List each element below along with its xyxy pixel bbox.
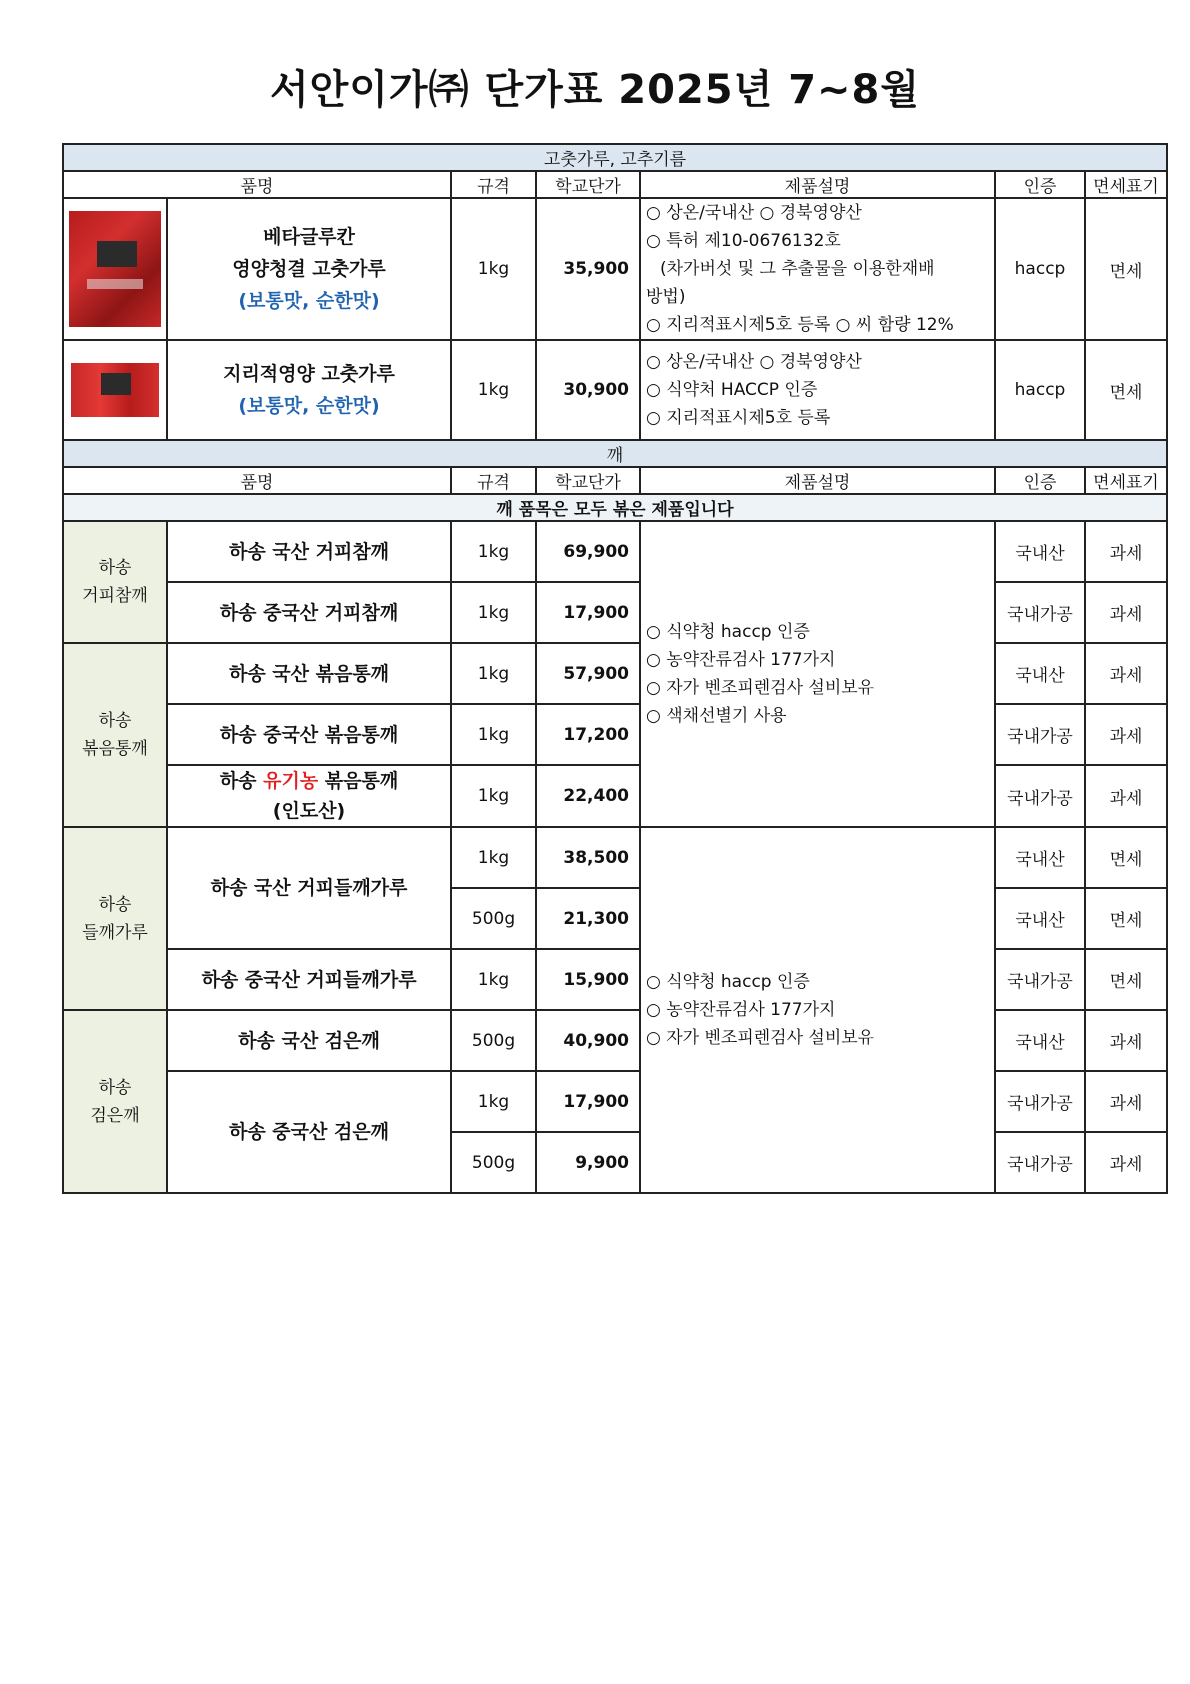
certification: 국내산 <box>995 521 1085 582</box>
certification: 국내가공 <box>995 949 1085 1010</box>
group-label: 하송 검은깨 <box>63 1010 167 1193</box>
column-header-row <box>63 467 1167 494</box>
header-price: 학교단가 <box>536 467 640 494</box>
description: ○ 식약청 haccp 인증 ○ 농약잔류검사 177가지 ○ 자가 벤조피렌검사 설비보유 <box>640 827 995 1193</box>
description: ○ 식약청 haccp 인증 ○ 농약잔류검사 177가지 ○ 자가 벤조피렌검사 설비보유 ○ 색채선별기 사용 <box>640 521 995 827</box>
price: 57,900 <box>536 643 640 704</box>
price: 17,900 <box>536 1071 640 1132</box>
tax-label: 과세 <box>1085 582 1167 643</box>
header-spec: 규격 <box>451 171 536 198</box>
table-row <box>63 582 1167 643</box>
header-cert: 인증 <box>995 171 1085 198</box>
header-tax: 면세표기 <box>1085 171 1167 198</box>
product-name: 하송 중국산 거피들깨가루 <box>167 949 451 1010</box>
certification: 국내산 <box>995 1010 1085 1071</box>
price: 15,900 <box>536 949 640 1010</box>
price: 30,900 <box>536 340 640 440</box>
certification: 국내가공 <box>995 582 1085 643</box>
price: 35,900 <box>536 198 640 340</box>
product-name: 하송 유기농 볶음통깨 (인도산) <box>167 765 451 827</box>
header-price: 학교단가 <box>536 171 640 198</box>
price: 38,500 <box>536 827 640 888</box>
header-cert: 인증 <box>995 467 1085 494</box>
certification: haccp <box>995 340 1085 440</box>
header-tax: 면세표기 <box>1085 467 1167 494</box>
description: ○ 상온/국내산 ○ 경북영양산 ○ 특허 제10-0676132호 (차가버섯 및 그 추출물을 이용한재배 방법) ○ 지리적표시제5호 등록 ○ 씨 함량 12% <box>640 198 995 340</box>
red-pepper-package-image <box>69 211 161 327</box>
section-header-sesame <box>63 440 1167 467</box>
certification: 국내가공 <box>995 1071 1085 1132</box>
spec: 500g <box>451 888 536 949</box>
roasted-note-row <box>63 494 1167 521</box>
tax-label: 과세 <box>1085 1132 1167 1193</box>
section-label: 고춧가루, 고추기름 <box>63 144 1167 171</box>
spec: 1kg <box>451 704 536 765</box>
spec: 1kg <box>451 198 536 340</box>
header-name: 품명 <box>63 467 451 494</box>
spec: 1kg <box>451 1071 536 1132</box>
table-row <box>63 704 1167 765</box>
price: 69,900 <box>536 521 640 582</box>
section-header-pepper <box>63 144 1167 171</box>
price: 9,900 <box>536 1132 640 1193</box>
spec: 1kg <box>451 340 536 440</box>
spec: 500g <box>451 1132 536 1193</box>
product-name: 하송 중국산 볶음통깨 <box>167 704 451 765</box>
price: 22,400 <box>536 765 640 827</box>
column-header-row <box>63 171 1167 198</box>
spec: 1kg <box>451 582 536 643</box>
certification: 국내산 <box>995 827 1085 888</box>
certification: 국내산 <box>995 643 1085 704</box>
tax-label: 과세 <box>1085 1071 1167 1132</box>
tax-label: 면세 <box>1085 340 1167 440</box>
product-image-cell <box>63 198 167 340</box>
price: 17,200 <box>536 704 640 765</box>
product-name: 하송 국산 검은깨 <box>167 1010 451 1071</box>
table-row <box>63 827 1167 888</box>
certification: haccp <box>995 198 1085 340</box>
spec: 1kg <box>451 827 536 888</box>
price-table <box>62 143 1168 1194</box>
header-desc: 제품설명 <box>640 171 995 198</box>
product-name: 하송 중국산 검은깨 <box>167 1071 451 1193</box>
roasted-note: 깨 품목은 모두 볶은 제품입니다 <box>63 494 1167 521</box>
tax-label: 면세 <box>1085 949 1167 1010</box>
tax-label: 과세 <box>1085 521 1167 582</box>
tax-label: 과세 <box>1085 643 1167 704</box>
product-name: 지리적영양 고춧가루 (보통맛, 순한맛) <box>167 340 451 440</box>
tax-label: 과세 <box>1085 704 1167 765</box>
tax-label: 면세 <box>1085 888 1167 949</box>
group-label: 하송 들깨가루 <box>63 827 167 1010</box>
description: ○ 상온/국내산 ○ 경북영양산 ○ 식약처 HACCP 인증 ○ 지리적표시제5호 등록 <box>640 340 995 440</box>
table-row <box>63 340 1167 440</box>
product-name: 베타글루칸 영양청결 고춧가루 (보통맛, 순한맛) <box>167 198 451 340</box>
table-row <box>63 643 1167 704</box>
spec: 1kg <box>451 643 536 704</box>
spec: 1kg <box>451 949 536 1010</box>
tax-label: 과세 <box>1085 1010 1167 1071</box>
spec: 1kg <box>451 521 536 582</box>
product-name: 하송 국산 거피참깨 <box>167 521 451 582</box>
group-label: 하송 거피참깨 <box>63 521 167 643</box>
certification: 국내산 <box>995 888 1085 949</box>
tax-label: 면세 <box>1085 827 1167 888</box>
red-pepper-package-image <box>71 363 159 417</box>
table-row <box>63 765 1167 827</box>
product-name: 하송 국산 거피들깨가루 <box>167 827 451 949</box>
spec: 1kg <box>451 765 536 827</box>
table-row <box>63 949 1167 1010</box>
header-desc: 제품설명 <box>640 467 995 494</box>
product-name: 하송 국산 볶음통깨 <box>167 643 451 704</box>
price: 17,900 <box>536 582 640 643</box>
certification: 국내가공 <box>995 1132 1085 1193</box>
table-row <box>63 1010 1167 1071</box>
product-name: 하송 중국산 거피참깨 <box>167 582 451 643</box>
price: 40,900 <box>536 1010 640 1071</box>
table-row <box>63 1071 1167 1132</box>
tax-label: 면세 <box>1085 198 1167 340</box>
certification: 국내가공 <box>995 765 1085 827</box>
tax-label: 과세 <box>1085 765 1167 827</box>
page-title: 서안이가㈜ 단가표 2025년 7~8월 <box>269 67 921 113</box>
price: 21,300 <box>536 888 640 949</box>
product-image-cell <box>63 340 167 440</box>
certification: 국내가공 <box>995 704 1085 765</box>
spec: 500g <box>451 1010 536 1071</box>
group-label: 하송 볶음통깨 <box>63 643 167 827</box>
table-row <box>63 198 1167 340</box>
header-spec: 규격 <box>451 467 536 494</box>
section-label: 깨 <box>63 440 1167 467</box>
header-name: 품명 <box>63 171 451 198</box>
table-row <box>63 521 1167 582</box>
